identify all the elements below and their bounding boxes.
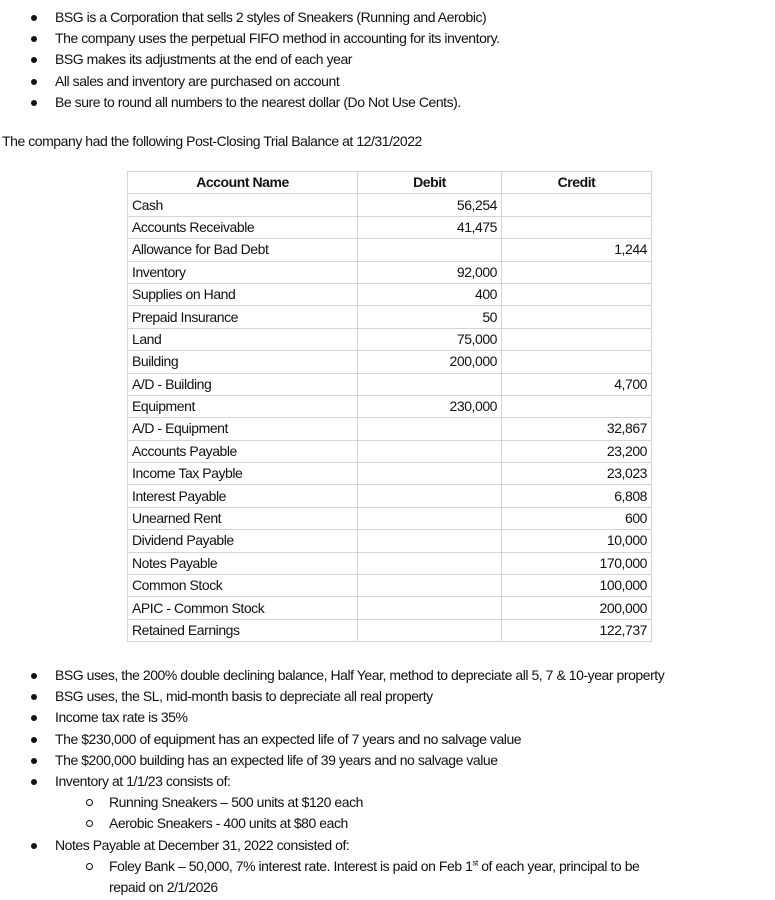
bullet-item xyxy=(0,686,664,707)
header-account-name: Account Name xyxy=(128,172,358,194)
table-row xyxy=(128,395,652,417)
debit-cell xyxy=(358,373,502,395)
bullet-icon xyxy=(31,758,37,764)
credit-cell: 6,808 xyxy=(502,485,652,507)
bullet-icon xyxy=(31,79,37,85)
table-row xyxy=(128,418,652,440)
credit-cell: 23,200 xyxy=(502,440,652,462)
debit-cell: 56,254 xyxy=(358,194,502,216)
trial-balance-intro: The company had the following Post-Closing Trial Balance at 12/31/2022 xyxy=(2,133,422,149)
bullet-item xyxy=(0,835,664,856)
account-name-cell: Dividend Payable xyxy=(128,530,358,552)
debit-cell xyxy=(358,552,502,574)
debit-cell xyxy=(358,239,502,261)
bullet-icon xyxy=(31,673,37,679)
debit-cell xyxy=(358,463,502,485)
table-row xyxy=(128,619,652,641)
credit-cell xyxy=(502,395,652,417)
debit-cell xyxy=(358,597,502,619)
bullet-item xyxy=(0,28,500,49)
bullet-item xyxy=(0,71,500,92)
credit-cell xyxy=(502,261,652,283)
table-row xyxy=(128,575,652,597)
account-name-cell: Unearned Rent xyxy=(128,507,358,529)
sub-bullet-item xyxy=(0,813,664,834)
bullet-text: The $230,000 of equipment has an expected life of 7 years and no salvage value xyxy=(55,730,522,747)
sub-bullet-item xyxy=(0,792,664,813)
bullet-text: The $200,000 building has an expected life of 39 years and no salvage value xyxy=(55,751,498,768)
bullet-item xyxy=(0,49,500,70)
bullet-text: Foley Bank – 50,000, 7% interest rate. Interest is paid on Feb 1 xyxy=(109,857,473,874)
credit-cell: 23,023 xyxy=(502,463,652,485)
table-row xyxy=(128,216,652,238)
account-name-cell: Interest Payable xyxy=(128,485,358,507)
debit-cell: 92,000 xyxy=(358,261,502,283)
debit-cell xyxy=(358,507,502,529)
table-row xyxy=(128,351,652,373)
circle-bullet-icon xyxy=(86,863,93,870)
bullet-item xyxy=(0,729,664,750)
account-name-cell: Land xyxy=(128,328,358,350)
table-row xyxy=(128,283,652,305)
bullet-icon xyxy=(31,715,37,721)
table-row xyxy=(128,552,652,574)
header-debit: Debit xyxy=(358,172,502,194)
account-name-cell: Equipment xyxy=(128,395,358,417)
bullet-icon xyxy=(31,779,37,785)
account-name-cell: Income Tax Payble xyxy=(128,463,358,485)
account-name-cell: Retained Earnings xyxy=(128,619,358,641)
bullet-text: BSG is a Corporation that sells 2 styles of Sneakers (Running and Aerobic) xyxy=(55,9,487,25)
superscript: st xyxy=(472,858,478,868)
credit-cell xyxy=(502,283,652,305)
account-name-cell: Inventory xyxy=(128,261,358,283)
table-row xyxy=(128,306,652,328)
credit-cell: 1,244 xyxy=(502,239,652,261)
table-header-row xyxy=(128,172,652,194)
table-row xyxy=(128,485,652,507)
account-name-cell: Accounts Receivable xyxy=(128,216,358,238)
debit-cell xyxy=(358,440,502,462)
header-credit: Credit xyxy=(502,172,652,194)
circle-bullet-icon xyxy=(86,799,93,806)
account-name-cell: Accounts Payable xyxy=(128,440,358,462)
account-name-cell: Building xyxy=(128,351,358,373)
bullet-text: Inventory at 1/1/23 consists of: xyxy=(55,772,231,789)
bullet-text: BSG makes its adjustments at the end of each year xyxy=(55,51,353,68)
table-row xyxy=(128,530,652,552)
table-row xyxy=(128,597,652,619)
bullet-item xyxy=(0,7,500,28)
debit-cell: 41,475 xyxy=(358,216,502,238)
credit-cell: 600 xyxy=(502,507,652,529)
account-name-cell: Allowance for Bad Debt xyxy=(128,239,358,261)
bullet-item xyxy=(0,665,664,686)
credit-cell: 4,700 xyxy=(502,373,652,395)
debit-cell: 400 xyxy=(358,283,502,305)
debit-cell xyxy=(358,485,502,507)
debit-cell: 230,000 xyxy=(358,395,502,417)
account-name-cell: Notes Payable xyxy=(128,552,358,574)
bullet-item xyxy=(0,92,500,113)
debit-cell: 200,000 xyxy=(358,351,502,373)
credit-cell: 122,737 xyxy=(502,619,652,641)
table-row xyxy=(128,507,652,529)
credit-cell: 170,000 xyxy=(502,552,652,574)
credit-cell: 100,000 xyxy=(502,575,652,597)
table-row xyxy=(128,328,652,350)
table-row xyxy=(128,463,652,485)
notes-bullet-list xyxy=(0,665,664,898)
bullet-icon xyxy=(31,15,37,21)
credit-cell xyxy=(502,306,652,328)
bullet-icon xyxy=(31,36,37,42)
credit-cell: 200,000 xyxy=(502,597,652,619)
table-row xyxy=(128,194,652,216)
debit-cell xyxy=(358,575,502,597)
table-row xyxy=(128,373,652,395)
bullet-icon xyxy=(31,57,37,63)
debit-cell: 75,000 xyxy=(358,328,502,350)
table-row xyxy=(128,239,652,261)
credit-cell xyxy=(502,351,652,373)
bullet-icon xyxy=(31,843,37,849)
credit-cell xyxy=(502,328,652,350)
bullet-item xyxy=(0,771,664,792)
sub-bullet-continuation xyxy=(0,877,664,898)
bullet-icon xyxy=(31,694,37,700)
account-name-cell: Prepaid Insurance xyxy=(128,306,358,328)
sub-bullet-item xyxy=(0,856,664,877)
bullet-text: BSG uses, the SL, mid-month basis to depreciate all real property xyxy=(55,688,433,705)
bullet-text: All sales and inventory are purchased on account xyxy=(55,72,340,89)
account-name-cell: Supplies on Hand xyxy=(128,283,358,305)
trial-balance-table xyxy=(127,171,652,642)
bullet-text: The company uses the perpetual FIFO method in accounting for its inventory. xyxy=(55,30,500,47)
debit-cell: 50 xyxy=(358,306,502,328)
bullet-text: Aerobic Sneakers - 400 units at $80 each xyxy=(109,815,348,832)
debit-cell xyxy=(358,418,502,440)
bullet-text: Income tax rate is 35% xyxy=(55,709,188,726)
account-name-cell: A/D - Equipment xyxy=(128,418,358,440)
bullet-text: Be sure to round all numbers to the nearest dollar (Do Not Use Cents). xyxy=(55,93,461,110)
bullet-text: Running Sneakers – 500 units at $120 each xyxy=(109,794,363,811)
bullet-text: repaid on 2/1/2026 xyxy=(109,878,218,895)
bullet-icon xyxy=(31,737,37,743)
bullet-item xyxy=(0,707,664,728)
credit-cell: 10,000 xyxy=(502,530,652,552)
credit-cell xyxy=(502,194,652,216)
table-row xyxy=(128,261,652,283)
intro-bullet-list xyxy=(0,7,500,113)
debit-cell xyxy=(358,619,502,641)
account-name-cell: A/D - Building xyxy=(128,373,358,395)
bullet-item xyxy=(0,750,664,771)
table-row xyxy=(128,440,652,462)
credit-cell: 32,867 xyxy=(502,418,652,440)
account-name-cell: APIC - Common Stock xyxy=(128,597,358,619)
circle-bullet-icon xyxy=(86,820,93,827)
bullet-text: of each year, principal to be xyxy=(477,857,640,874)
account-name-cell: Common Stock xyxy=(128,575,358,597)
bullet-text: Notes Payable at December 31, 2022 consisted of: xyxy=(55,836,350,853)
debit-cell xyxy=(358,530,502,552)
account-name-cell: Cash xyxy=(128,194,358,216)
credit-cell xyxy=(502,216,652,238)
bullet-icon xyxy=(31,100,37,106)
bullet-text: BSG uses, the 200% double declining balance, Half Year, method to depreciate all 5, 7 & 10-year property xyxy=(55,667,665,683)
